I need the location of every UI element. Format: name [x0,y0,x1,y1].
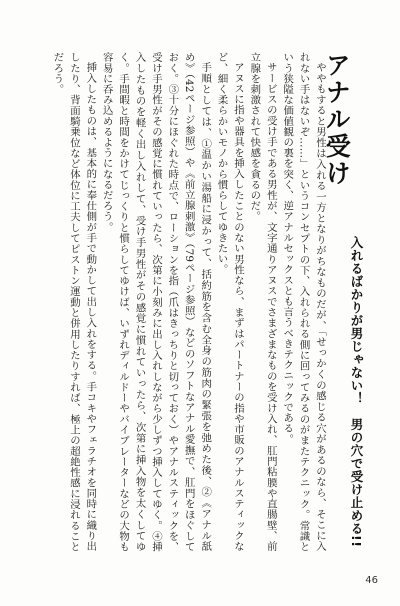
body-text [38,52,328,552]
section-title: アナル受け [322,52,352,187]
paragraph: サービスの受け手である男性が、文字通りアヌスでさまざまなものを受け入れ、肛門粘膜や直腸壁、前立腺を刺激されて快感を貪るのだ。 [248,52,277,552]
paragraph: ややもすると男性は入れる一方となりがちなものだが、「せっかくの感じる穴があるのなら、そこに入れない手はないぞ……」というコンセプトの下、入れられる側に回ってみるのがまたテクニック。常識という狭隘な価値観の裏を突く、逆アナルセックスとも言うべきテクニックである。 [281,52,326,552]
section-subtitle: 入れるばかりが男じゃない！ 男の穴で受け止める!! [349,236,364,548]
page-number: 46 [365,575,378,586]
paragraph: アヌスに指や器具を挿入したことのない男性なら、まずはパートナーの指や市販のアナルスティックなど、細く柔らかいモノから慣らしてゆきたい。 [215,52,244,552]
paragraph: 挿入したものは、基本的に奉仕側が手で動かして出し入れをする。手コキやフェラチオを同時に織り出したり、背面騎乗位など体位に工夫してピストン運動と併用したりすれば、極上の超絶性感に浸れることだろう。 [51,52,97,552]
paragraph: 手順としては、①温かい湯船に浸かって、括約筋を含む全身の筋肉の緊張を弛めた後、②《アナル舐め》（42ページ参照）や《前立腺刺激》（79ページ参照）などのソフトなアナル愛撫で、肛門をほぐしておく。③十分にほぐれた時点で、ローションを指（爪はきっちりと切っておく）やアナルスティックを、受け手男性がその感覚に慣れていったら、次第に小刻みに出し入れしながら少しずつ挿入してゆく。④挿入したものを軽く出し入れして、受け手男性がその感覚に慣れていったら、次第に挿入物を太くしてゆく。手間暇と時間をかけてじっくりと慣らしてゆけば、いずれディルドーやバイブレーターなどの大物も容易に呑み込めるようになるだろう。 [100,52,212,552]
